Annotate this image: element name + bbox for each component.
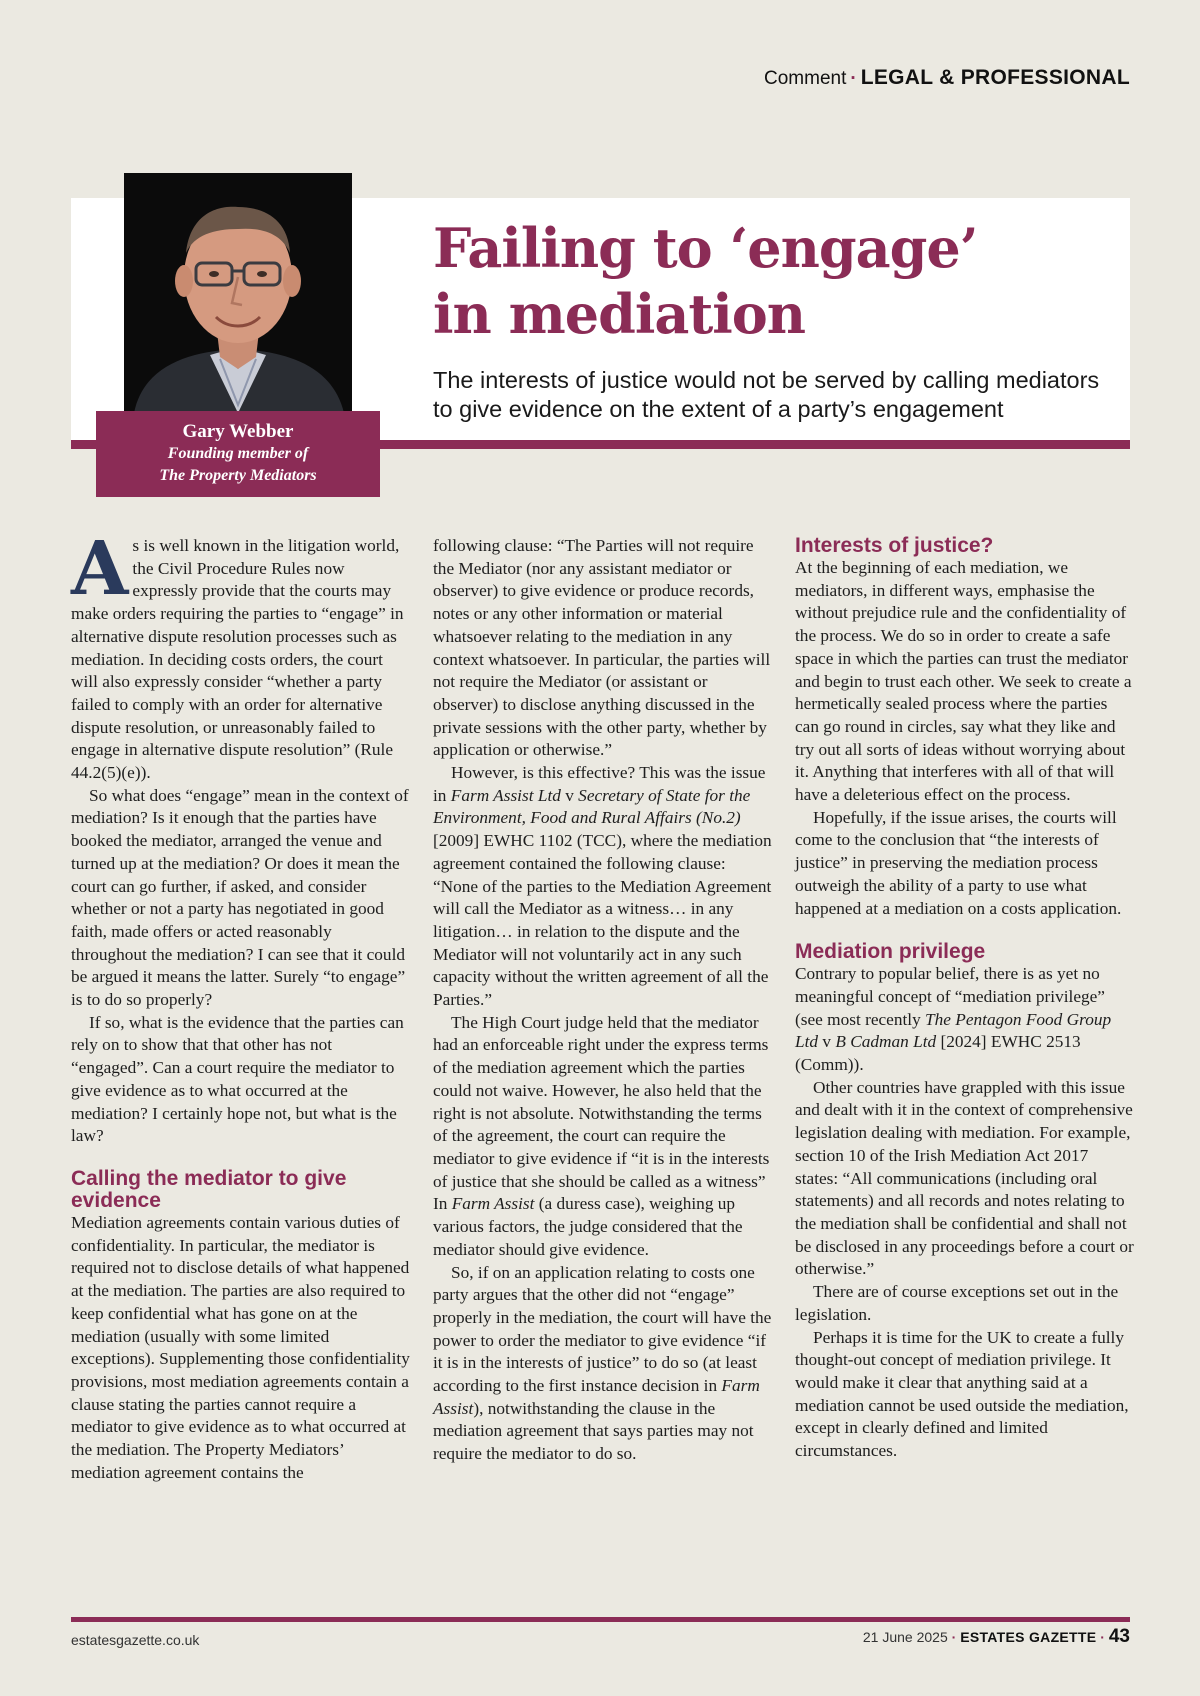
case-name: The Pentagon Food Group Ltd: [795, 1009, 1112, 1052]
article-title: [433, 215, 1073, 347]
paragraph: So what does “engage” mean in the context of mediation? Is it enough that the parties have booked the mediator, arranged the venue and turned up at the mediation? Or does it mean the court can go further, if asked, and consider whether or not a party has negotiated in good faith, made offers or acted reasonably throughout the mediation? I can see that it could be argued it means the latter. Surely “to engage” is to do so properly?: [71, 785, 409, 1010]
body-column-1: [71, 526, 411, 1484]
paragraph: Hopefully, if the issue arises, the courts will come to the conclusion that “the interests of justice” in preserving the mediation process outweigh the ability of a party to use what happened at a mediation on a costs application.: [795, 807, 1122, 918]
category-label: LEGAL & PROFESSIONAL: [860, 66, 1130, 89]
paragraph: If so, what is the evidence that the parties can rely on to show that that other has not “engaged”. Can a court require the mediator to give evidence as to what occurred at the mediation? I certainly hope not, but what is the law?: [71, 1012, 404, 1146]
paragraph: [433, 1262, 773, 1466]
text-run: Contrary to popular belief, there is as yet no meaningful concept of “mediation privilege” (see most recently: [795, 964, 1105, 1029]
case-name: Farm Assist: [451, 1194, 535, 1214]
author-photo: [124, 173, 352, 413]
issue-date: 21 June 2025: [862, 1629, 948, 1645]
text-run: However, is this effective? This was the issue in: [433, 763, 766, 805]
subheading: Interests of justice?: [795, 534, 994, 557]
paragraph: [433, 762, 773, 1012]
text-run: So, if on an application relating to costs one party argues that the other did not “engage” properly in the mediation, the court will have the power to order the mediator to give evidence “if it is in the interests of justice” to do so (at least according to the first instance decision in: [433, 1262, 772, 1396]
separator-dot: ·: [1100, 1629, 1105, 1645]
case-name: Farm Assist Ltd: [450, 785, 561, 805]
paragraph: [795, 963, 1135, 1077]
subheading: Mediation privilege: [795, 940, 986, 964]
paragraph: At the beginning of each mediation, we mediators, in different ways, emphasise the without prejudice rule and the confidentiality of the process. We do so in order to create a safe space in which the parties can trust the mediator and begin to trust each other. We seek to create a hermetically sealed process where the parties can go round in circles, say what they like and try out all sorts of ideas without worrying about it. Anything that interferes with all of that will have a deleterious effect on the process.: [795, 558, 1132, 805]
footer-website: estatesgazette.co.uk: [71, 1632, 200, 1648]
running-head: [764, 66, 1130, 90]
author-name: Gary Webber: [182, 421, 294, 442]
text-run: v: [560, 785, 579, 805]
case-name: Secretary of State for the Environment, Food and Rural Affairs (No.2): [433, 785, 751, 828]
paragraph: Other countries have grappled with this issue and dealt with it in the context of comprehensive legislation dealing with mediation. For example, section 10 of the Irish Mediation Act 2017 states: “All communications (including oral statements) and all records and notes relating to the mediation shall be confidential and shall not be disclosed in any proceedings before a court or otherwise.”: [795, 1077, 1134, 1279]
body-column-2: [433, 535, 773, 1466]
text-run: (a duress case), weighing up various factors, the judge considered that the mediator should give evidence.: [433, 1194, 743, 1259]
case-name: Farm Assist: [433, 1376, 760, 1418]
footer-rule: [71, 1617, 1130, 1622]
paragraph: [71, 526, 411, 785]
author-byline: [96, 411, 380, 497]
title-line2: in mediation: [433, 282, 806, 346]
drop-cap: A: [71, 526, 129, 612]
author-role-line1: Founding member of: [167, 445, 309, 462]
footer-folio: [863, 1626, 1130, 1648]
section-label: Comment: [764, 68, 847, 89]
paragraph: following clause: “The Parties will not require the Mediator (nor any assistant mediator or observer) to give evidence or produce records, notes or any other information or material whatsoever relating to the mediation in any context whatsoever. In particular, the parties will not require the Mediator (or assistant or observer) to disclose anything discussed in the private sessions with the other party, whether by application or otherwise.”: [433, 536, 771, 760]
page-number: 43: [1108, 1626, 1130, 1647]
text-run: The High Court judge held that the mediator had an enforceable right under the express terms of the mediation agreement which the parties could not waive. However, he also held that the right is not absolute. Notwithstanding the terms of the agreement, the court can require the mediator to give evidence if “it is in the interests of justice that she should be called as a witness” In: [433, 1012, 770, 1214]
paragraph: [433, 1012, 773, 1262]
standfirst: The interests of justice would not be served by calling mediators to give evidence on the extent of a party’s engagement: [433, 367, 1100, 422]
text-run: [2024] EWHC 2513 (Comm)).: [795, 1032, 1081, 1075]
paragraph: There are of course exceptions set out in the legislation.: [795, 1282, 1119, 1324]
paragraph-text: s is well known in the litigation world, the Civil Procedure Rules now expressly provide that the courts may make orders requiring the parties to “engage” in alternative dispute resolution processes such as mediation. In deciding costs orders, the court will also expressly consider “whether a party failed to comply with an order for alternative dispute resolution, or unreasonably failed to engage in alternative dispute resolution” (Rule 44.2(5)(e)).: [71, 536, 404, 783]
body-column-3: [795, 535, 1135, 1463]
text-run: v: [818, 1032, 836, 1052]
case-name: B Cadman Ltd: [835, 1032, 937, 1052]
separator-dot: ·: [951, 1629, 957, 1645]
paragraph: Mediation agreements contain various duties of confidentiality. In particular, the mediator is required not to disclose details of what happened at the mediation. The parties are also required to keep confidential what has gone on at the mediation (usually with some limited exceptions). Supplementing those confidentiality provisions, most mediation agreements contain a clause stating the parties cannot require a mediator to give evidence as to what occurred at the mediation. The Property Mediators’ mediation agreement contains the: [71, 1212, 410, 1482]
text-run: ), notwithstanding the clause in the mediation agreement that says parties may not require the mediator to do so.: [433, 1398, 754, 1464]
publication-name: ESTATES GAZETTE: [960, 1629, 1097, 1645]
paragraph: Perhaps it is time for the UK to create a fully thought-out concept of mediation privilege. It would make it clear that anything said at a mediation cannot be used outside the mediation, except in clearly defined and limited circumstances.: [795, 1327, 1129, 1461]
title-line1: Failing to ‘engage’: [433, 216, 978, 280]
separator-dot: ·: [850, 68, 857, 89]
subheading: Calling the mediator to give evidence: [71, 1166, 347, 1212]
text-run: [2009] EWHC 1102 (TCC), where the mediation agreement contained the following clause: “None of the parties to the Mediation Agreement will call the Mediator as a witness… in any litigation… in relation to the dispute and the Mediator will not voluntarily act in any such capacity without the written agreement of all the Parties.”: [433, 831, 772, 1010]
author-role-line2: The Property Mediators: [159, 467, 317, 484]
